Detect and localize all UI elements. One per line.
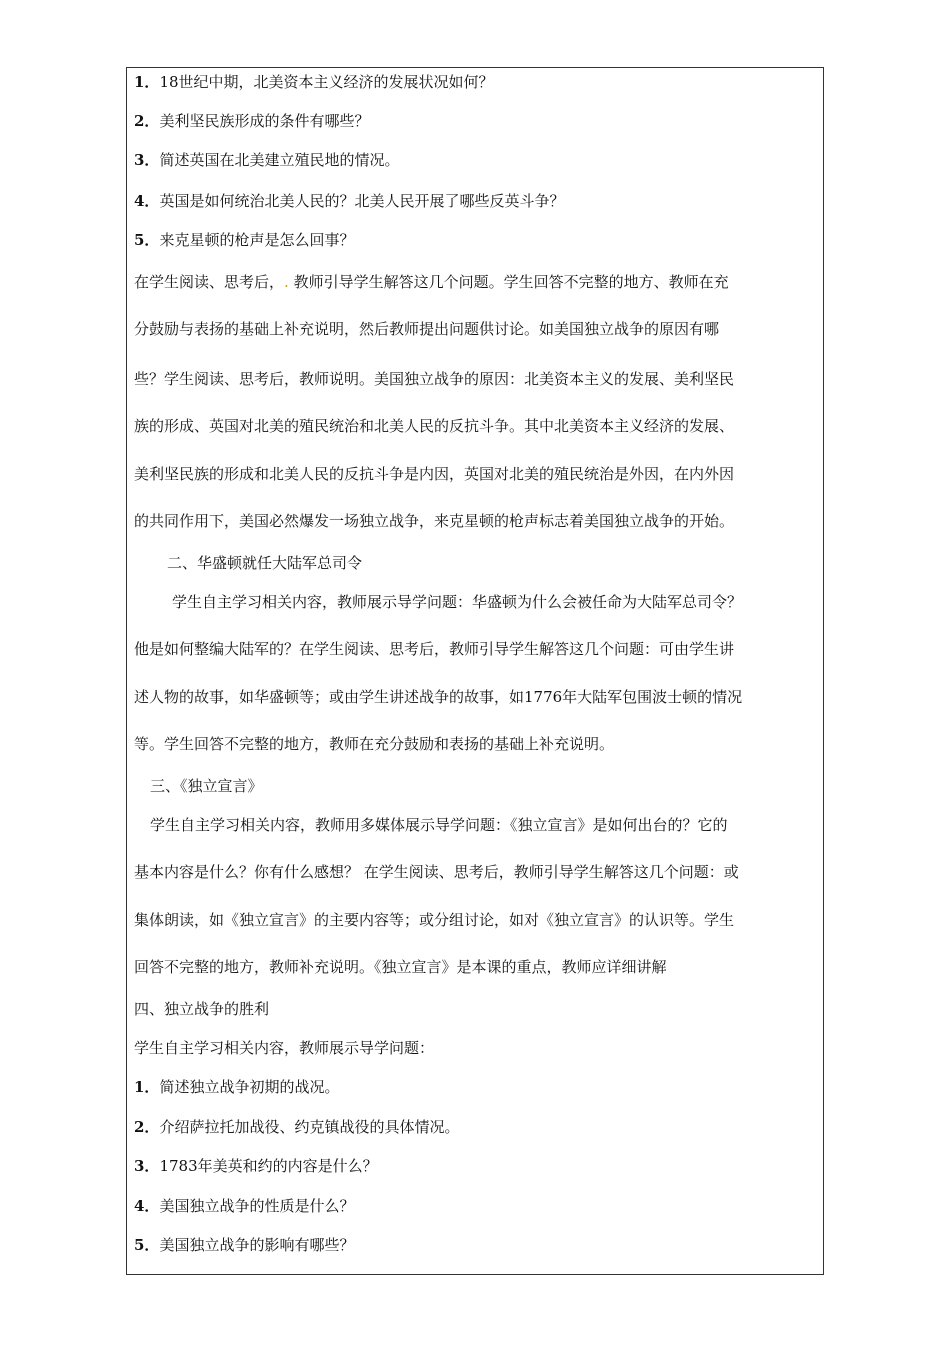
section-heading: 四、独立战争的胜利	[134, 1000, 270, 1018]
question-line: 5．美国独立战争的影响有哪些？	[134, 1236, 355, 1254]
paragraph-line: 等。学生回答不完整的地方，教师在充分鼓励和表扬的基础上补充说明。	[134, 735, 615, 753]
paragraph-line: 学生自主学习相关内容，教师用多媒体展示导学问题：《独立宣言》是如何出台的？它的	[150, 816, 728, 834]
paragraph-line: 在学生阅读、思考后，. 教师引导学生解答这几个问题。学生回答不完整的地方、教师在充	[134, 273, 729, 291]
question-line: 2．美利坚民族形成的条件有哪些？	[134, 112, 370, 130]
paragraph-line: 美利坚民族的形成和北美人民的反抗斗争是内因，英国对北美的殖民统治是外因，在内外因	[134, 465, 735, 483]
paragraph-line: 回答不完整的地方，教师补充说明。《独立宣言》是本课的重点，教师应详细讲解	[134, 958, 667, 976]
paragraph-line: 学生自主学习相关内容，教师展示导学问题：	[134, 1039, 435, 1057]
paragraph-line: 族的形成、英国对北美的殖民统治和北美人民的反抗斗争。其中北美资本主义经济的发展、	[134, 417, 735, 435]
question-line: 1．18世纪中期，北美资本主义经济的发展状况如何？	[134, 73, 494, 91]
paragraph-line: 他是如何整编大陆军的？在学生阅读、思考后，教师引导学生解答这几个问题：可由学生讲	[134, 640, 735, 658]
paragraph-line: 些？学生阅读、思考后，教师说明。美国独立战争的原因：北美资本主义的发展、美利坚民	[134, 370, 735, 388]
section-heading: 二、华盛顿就任大陆军总司令	[167, 554, 363, 572]
question-line: 4．英国是如何统治北美人民的？北美人民开展了哪些反英斗争？	[134, 192, 565, 210]
question-line: 2．介绍萨拉托加战役、约克镇战役的具体情况。	[134, 1118, 460, 1136]
paragraph-line: 基本内容是什么？你有什么感想？ 在学生阅读、思考后，教师引导学生解答这几个问题：或	[134, 863, 739, 881]
question-line: 4．美国独立战争的性质是什么？	[134, 1197, 355, 1215]
paragraph-line: 分鼓励与表扬的基础上补充说明，然后教师提出问题供讨论。如美国独立战争的原因有哪	[134, 320, 720, 338]
section-heading: 三、《独立宣言》	[150, 777, 263, 795]
question-line: 5．来克星顿的枪声是怎么回事？	[134, 231, 355, 249]
question-line: 1．简述独立战争初期的战况。	[134, 1078, 340, 1096]
paragraph-line: 的共同作用下，美国必然爆发一场独立战争，来克星顿的枪声标志着美国独立战争的开始。	[134, 512, 735, 530]
paragraph-line: 集体朗读，如《独立宣言》的主要内容等；或分组讨论，如对《独立宣言》的认识等。学生	[134, 911, 735, 929]
paragraph-line: 述人物的故事，如华盛顿等；或由学生讲述战争的故事，如1776年大陆军包围波士顿的情况	[134, 688, 743, 706]
question-line: 3．简述英国在北美建立殖民地的情况。	[134, 151, 400, 169]
paragraph-line: 学生自主学习相关内容，教师展示导学问题：华盛顿为什么会被任命为大陆军总司令？	[172, 593, 743, 611]
question-line: 3．1783年美英和约的内容是什么？	[134, 1157, 378, 1175]
